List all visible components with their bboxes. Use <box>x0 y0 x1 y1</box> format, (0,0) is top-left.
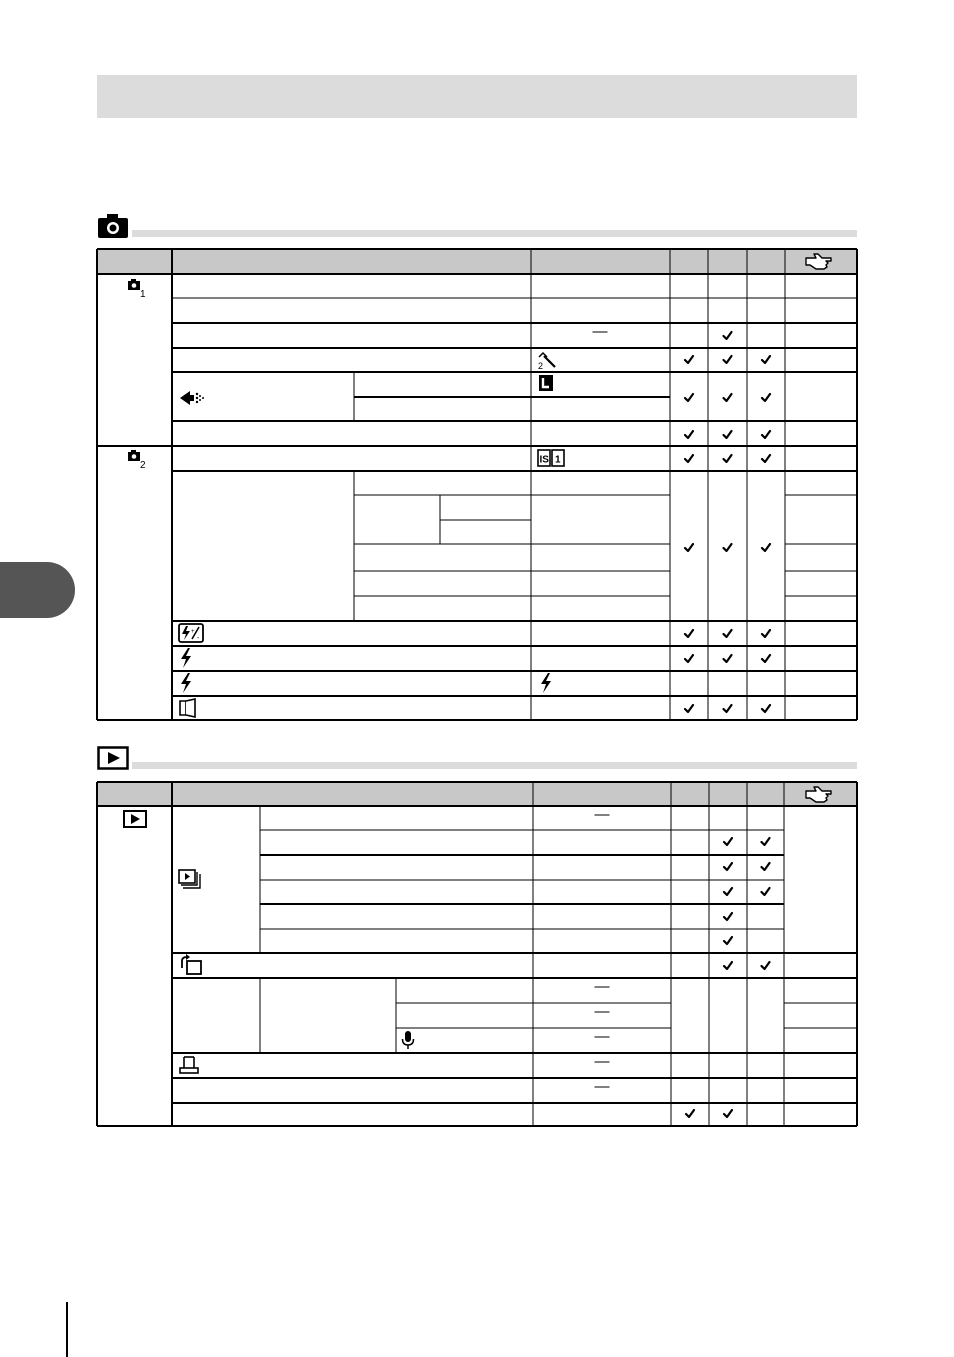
svg-text:1: 1 <box>140 289 146 299</box>
dash-value: — <box>594 806 610 823</box>
svg-text:+: + <box>191 629 195 635</box>
dash-value: — <box>594 1053 610 1070</box>
flash-control-icon <box>178 672 194 694</box>
check-mark-icon <box>724 913 732 920</box>
check-mark-icon <box>724 863 732 870</box>
dash-value: — <box>594 1028 610 1045</box>
flash-mode-icon <box>178 647 194 669</box>
pointing-hand-icon <box>804 784 834 804</box>
check-mark-icon <box>762 962 770 969</box>
check-mark-icon <box>686 1110 694 1117</box>
check-mark-icon <box>724 937 732 944</box>
slideshow-icon <box>178 869 202 891</box>
check-mark-icon <box>724 838 732 845</box>
image-quality-L-icon <box>538 374 554 392</box>
svg-text:-: - <box>197 635 200 642</box>
picture-mode-2-icon <box>536 350 558 370</box>
dash-value: — <box>594 1078 610 1095</box>
print-order-icon <box>178 1055 200 1075</box>
table-header-row <box>97 782 857 806</box>
rotate-icon <box>178 954 204 976</box>
check-mark-icon <box>762 863 770 870</box>
check-mark-icon <box>762 888 770 895</box>
dash-value: — <box>594 978 610 995</box>
check-mark-icon <box>724 962 732 969</box>
flash-exposure-compensation-icon <box>178 623 204 643</box>
image-quality-icon <box>178 387 208 409</box>
camera-2-icon <box>126 448 148 470</box>
dash-value: — <box>592 323 608 340</box>
dash-value: — <box>594 1003 610 1020</box>
footer-rule <box>66 1302 68 1357</box>
pointing-hand-icon <box>804 251 834 271</box>
play-icon <box>123 810 147 828</box>
svg-text:2: 2 <box>538 361 544 370</box>
svg-text:2: 2 <box>140 460 146 470</box>
check-mark-icon <box>724 1110 732 1117</box>
svg-text:IS: IS <box>539 454 549 466</box>
image-stabilizer-is1-icon <box>537 449 565 467</box>
microphone-icon <box>400 1030 416 1050</box>
camera-1-icon <box>126 277 148 299</box>
check-mark-icon <box>724 888 732 895</box>
flash-icon <box>538 672 554 694</box>
svg-text:1: 1 <box>555 454 561 466</box>
digital-tele-converter-icon <box>178 698 198 718</box>
check-mark-icon <box>762 838 770 845</box>
